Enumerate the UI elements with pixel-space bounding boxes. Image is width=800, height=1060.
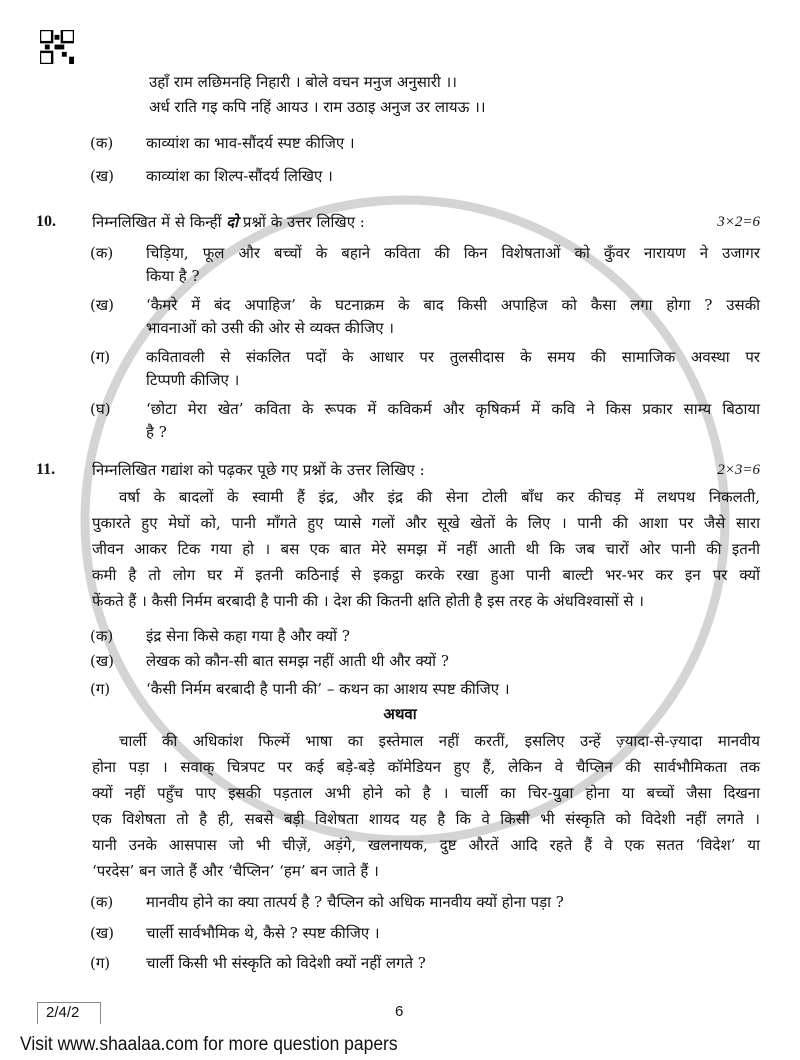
or-heading: अथवा [383,705,417,723]
question-number: 10. [36,213,56,230]
question-item: ‘कैसी निर्मम बरबादी है पानी की’ – कथन का आशय स्पष्ट कीजिए । [146,680,510,698]
passage-line: जीवन आकर टिक गया हो । बस एक बात मेरे समझ में नहीं आती थी कि जब चारों ओर पानी की इतनी [92,540,760,558]
passage-line: फेंकते हैं । कैसी निर्मम बरबादी है पानी की । देश की कितनी क्षति होती है इस तरह के अंधविश्वासों से । [92,592,644,610]
question-item: लेखक को कौन-सी बात समझ नहीं आती थी और क्यों ? [146,652,449,670]
passage-line: चार्ली की अधिकांश फिल्में भाषा का इस्तेमाल नहीं करतीं, इसलिए उन्हें ज़्यादा-से-ज़्यादा मानवीय [119,732,760,750]
item-label: (ख) [90,167,114,185]
question-item-line: चिड़िया, फूल और बच्चों के बहाने कविता की किन विशेषताओं को कुँवर नारायण ने उजागर [146,244,760,262]
question-number: 11. [36,461,56,478]
verse-line: अर्ध राति गइ कपि नहिं आयउ । राम उठाइ अनुज उर लायऊ ।। [149,98,486,116]
paper-code: 2/4/2 [37,1002,101,1024]
item-label: (घ) [90,400,111,418]
item-label: (ग) [90,954,111,972]
item-label: (ग) [90,348,111,366]
marks: 3×2=6 [717,214,760,230]
question-item-line: ‘छोटा मेरा खेत’ कविता के रूपक में कविकर्म और कृषिकर्म में कवि ने किस प्रकार साम्य बिठाया [146,400,760,418]
item-label: (ख) [90,296,114,314]
question-item-line: है ? [146,423,167,441]
verse-line: उहाँ राम लछिमनहि निहारी । बोले वचन मनुज अनुसारी ।। [149,73,457,91]
question-item: काव्यांश का भाव-सौंदर्य स्पष्ट कीजिए । [146,134,355,152]
question-item: मानवीय होने का क्या तात्पर्य है ? चैप्लिन को अधिक मानवीय क्यों होना पड़ा ? [146,893,564,911]
visit-link[interactable]: Visit www.shaalaa.com for more question papers [20,1034,398,1055]
question-item: चार्ली सार्वभौमिक थे, कैसे ? स्पष्ट कीजिए । [146,924,380,942]
passage-line: वर्षा के बादलों के स्वामी हैं इंद्र, और इंद्र की सेना टोली बाँध कर कीचड़ में लथपथ निकलती, [119,488,760,506]
question-item-line: कवितावली से संकलित पदों के आधार पर तुलसीदास के समय की सामाजिक अवस्था पर [146,348,760,366]
item-label: (क) [90,134,114,152]
passage-line: पुकारते हुए मेघों को, पानी माँगते हुए प्यासे गलों और सूखे खेतों के लिए । पानी की आशा पर जैसे सारा [92,514,760,532]
question-item: चार्ली किसी भी संस्कृति को विदेशी क्यों नहीं लगते ? [146,954,426,972]
passage-line: एक विशेषता तो है ही, सबसे बड़ी विशेषता शायद यह है कि वे किसी भी संस्कृति को विदेशी नहीं लगते । [92,810,760,828]
question-prompt: निम्नलिखित गद्यांश को पढ़कर पूछे गए प्रश्नों के उत्तर लिखिए : [92,461,425,479]
passage-line: क्यों नहीं पहुँच पाए इसकी पड़ताल अभी होने को है । चार्ली का चिर-युवा होना या बच्चों जैसा दिखना [92,784,760,802]
item-label: (क) [90,627,114,645]
item-label: (क) [90,893,114,911]
passage-line: कमी है तो लोग घर में इतनी कठिनाई से इकट्ठा करके रखा हुआ पानी बाल्टी भर-भर कर इन पर क्यों [92,566,760,584]
page-number: 6 [395,1003,404,1020]
passage-line: ‘परदेस’ बन जाते हैं और ‘चैप्लिन’ ‘हम’ बन जाते हैं । [92,862,379,880]
qr-code-icon [40,30,74,64]
item-label: (क) [90,244,114,262]
question-item-line: किया है ? [146,267,200,285]
question-item: इंद्र सेना किसे कहा गया है और क्यों ? [146,627,350,645]
prompt-emphasis: दो [226,213,239,231]
item-label: (ख) [90,924,114,942]
question-item-line: भावनाओं को उसी की ओर से व्यक्त कीजिए । [146,319,394,337]
passage-line: यानी उनके आसपास जो भी चीज़ें, अड़ंगे, खलनायक, दुष्ट औरतें आदि रहते हैं वे एक सतत ‘विदेश’ या [92,836,760,854]
question-item: काव्यांश का शिल्प-सौंदर्य लिखिए । [146,167,333,185]
question-prompt [92,212,365,232]
item-label: (ख) [90,652,114,670]
question-item-line: ‘कैमरे में बंद अपाहिज’ के घटनाक्रम के बाद किसी अपाहिज को कैसा लगा होगा ? उसकी [146,296,760,314]
prompt-text: निम्नलिखित में से किन्हीं [92,213,227,231]
marks: 2×3=6 [717,462,760,478]
prompt-text: प्रश्नों के उत्तर लिखिए : [238,213,365,231]
passage-line: होना पड़ा । सवाक् चित्रपट पर कई बड़े-बड़े कॉमेडियन हुए हैं, लेकिन वे चैप्लिन की सार्वभौमिकता तक [92,758,760,776]
item-label: (ग) [90,680,111,698]
question-item-line: टिप्पणी कीजिए । [146,371,240,389]
